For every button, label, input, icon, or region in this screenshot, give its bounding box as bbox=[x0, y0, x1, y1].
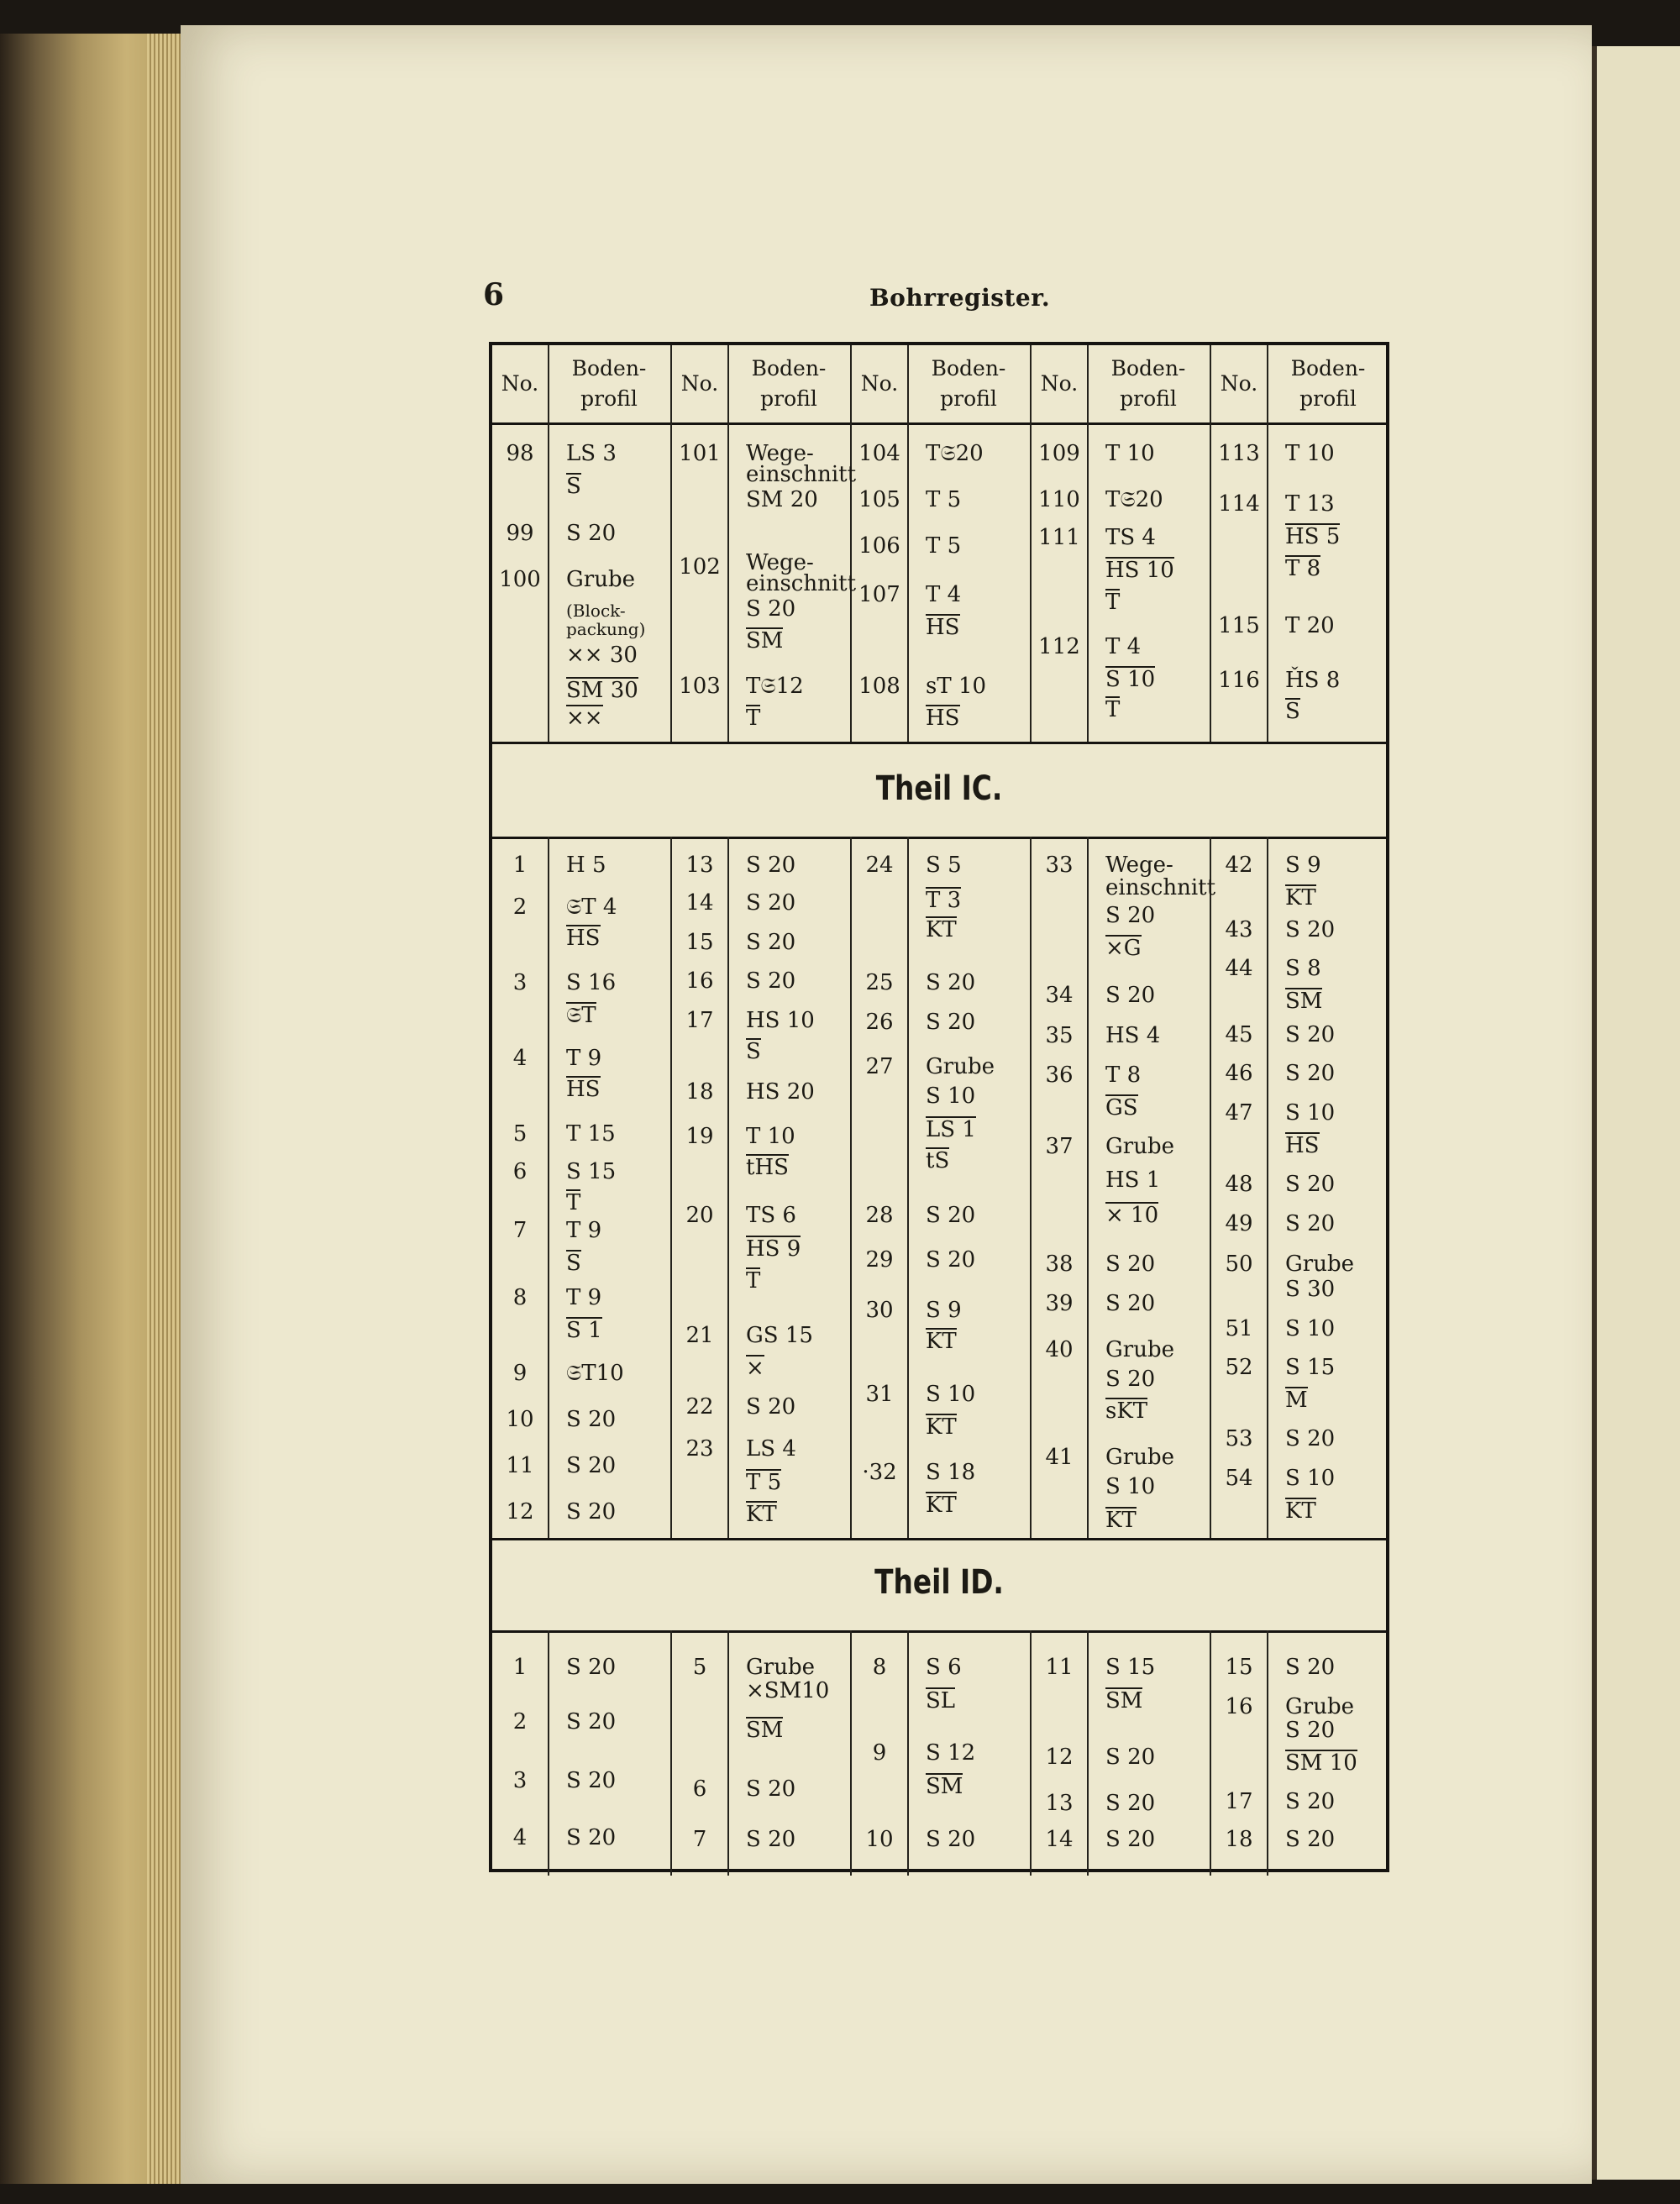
soil-profile: S 20 bbox=[926, 970, 976, 995]
column-rule bbox=[907, 1630, 909, 1876]
soil-profile: KT bbox=[1285, 1498, 1316, 1524]
header-profile-5: Boden- profil bbox=[1290, 356, 1366, 411]
bore-number: 3 bbox=[512, 1768, 528, 1793]
bore-number: 25 bbox=[865, 970, 894, 995]
bore-number: 20 bbox=[685, 1203, 714, 1228]
soil-profile: SM bbox=[746, 1718, 784, 1743]
bore-number: 43 bbox=[1225, 917, 1253, 942]
header-profile-4: Boden- profil bbox=[1110, 356, 1186, 411]
bore-number: 11 bbox=[1045, 1655, 1074, 1680]
soil-profile: S 20 bbox=[1285, 1789, 1336, 1814]
soil-profile: ×SM10 bbox=[746, 1678, 830, 1703]
column-rule bbox=[1087, 345, 1089, 742]
soil-profile: T 8 bbox=[1105, 1063, 1142, 1088]
soil-profile: S 15 bbox=[566, 1159, 617, 1184]
bore-number: 15 bbox=[1225, 1655, 1253, 1680]
soil-profile: HS 5 bbox=[1285, 524, 1341, 549]
bore-number: 114 bbox=[1218, 491, 1260, 517]
header-rule bbox=[492, 422, 1386, 425]
soil-profile: T 9 bbox=[566, 1218, 602, 1243]
soil-profile: HS bbox=[1285, 1133, 1320, 1158]
soil-profile: S 20 bbox=[1285, 1718, 1336, 1743]
soil-profile: S 20 bbox=[1285, 917, 1336, 942]
soil-profile: Wege- bbox=[1105, 853, 1173, 878]
soil-profile: S 20 bbox=[746, 596, 796, 622]
bore-number: 14 bbox=[685, 890, 714, 916]
bore-number: 38 bbox=[1045, 1252, 1074, 1277]
soil-profile: Grube bbox=[1285, 1694, 1354, 1719]
soil-profile: S 20 bbox=[746, 853, 796, 878]
soil-profile: S 6 bbox=[926, 1655, 962, 1680]
soil-profile: S 20 bbox=[1105, 1252, 1156, 1277]
bore-number: 4 bbox=[512, 1825, 528, 1850]
soil-profile: tHS bbox=[746, 1155, 789, 1180]
soil-profile: S 15 bbox=[1105, 1655, 1156, 1680]
bore-number: 112 bbox=[1038, 634, 1080, 659]
soil-profile: T 8 bbox=[1285, 556, 1321, 581]
soil-profile: HS bbox=[566, 1077, 601, 1102]
soil-profile: HS 4 bbox=[1105, 1023, 1161, 1048]
bore-number: 6 bbox=[512, 1159, 528, 1184]
column-rule bbox=[850, 837, 852, 1538]
soil-profile: S 20 bbox=[1285, 1022, 1336, 1047]
bore-number: 50 bbox=[1225, 1252, 1253, 1277]
bore-number: 45 bbox=[1225, 1022, 1253, 1047]
header-profile-3: Boden- profil bbox=[931, 356, 1006, 411]
bore-number: 44 bbox=[1225, 956, 1253, 981]
soil-profile: M bbox=[1285, 1388, 1308, 1413]
soil-profile: S 20 bbox=[1105, 1291, 1156, 1316]
bore-number: 17 bbox=[1225, 1789, 1253, 1814]
soil-profile: S 10 bbox=[926, 1382, 976, 1407]
soil-profile: ×× bbox=[566, 706, 603, 731]
bore-number: 101 bbox=[679, 441, 721, 466]
bore-number: 16 bbox=[685, 968, 714, 994]
soil-profile: S 16 bbox=[566, 970, 617, 995]
section-title-theil-ic: Theil IC. bbox=[875, 769, 1003, 808]
bore-number: 13 bbox=[1045, 1791, 1074, 1816]
soil-profile: T 5 bbox=[926, 487, 962, 512]
soil-profile: KT bbox=[926, 917, 957, 942]
soil-profile: S 20 bbox=[746, 1827, 796, 1852]
bore-number: 115 bbox=[1218, 613, 1260, 638]
bore-number: 108 bbox=[858, 674, 900, 699]
bore-number: 22 bbox=[685, 1394, 714, 1419]
soil-profile: S 20 bbox=[1285, 1172, 1336, 1197]
soil-profile: SM bbox=[1105, 1688, 1143, 1713]
bore-number: 107 bbox=[858, 582, 900, 607]
bore-number: 111 bbox=[1038, 525, 1080, 550]
soil-profile: SM 10 bbox=[1285, 1750, 1357, 1776]
bore-number: 53 bbox=[1225, 1426, 1253, 1451]
soil-profile: S 20 bbox=[566, 1453, 617, 1478]
soil-profile: KT bbox=[926, 1414, 957, 1440]
soil-profile: S bbox=[566, 1251, 581, 1276]
soil-profile: Grube bbox=[746, 1655, 815, 1680]
bore-number: 39 bbox=[1045, 1291, 1074, 1316]
soil-profile: T 13 bbox=[1285, 491, 1335, 517]
section-rule-c-top bbox=[492, 742, 1386, 744]
bore-number: 13 bbox=[685, 853, 714, 878]
bore-number: 10 bbox=[506, 1407, 534, 1432]
soil-profile: T 10 bbox=[1285, 441, 1335, 466]
bore-number: 116 bbox=[1218, 668, 1260, 693]
soil-profile: ȞS 8 bbox=[1285, 668, 1341, 693]
bore-number: 23 bbox=[685, 1436, 714, 1461]
soil-profile: Grube bbox=[1105, 1445, 1174, 1470]
soil-profile: T 5 bbox=[926, 533, 962, 559]
soil-profile: S 9 bbox=[1285, 853, 1321, 878]
soil-profile: S 20 bbox=[566, 1407, 617, 1432]
soil-profile: einschnitt bbox=[746, 462, 857, 487]
bore-number: 1 bbox=[512, 1655, 528, 1680]
bore-number: 21 bbox=[685, 1323, 714, 1348]
bore-number: 102 bbox=[679, 554, 721, 580]
bore-number: 103 bbox=[679, 674, 721, 699]
soil-profile: sKT bbox=[1105, 1398, 1148, 1424]
soil-profile: SL bbox=[926, 1688, 956, 1713]
soil-profile: LS 4 bbox=[746, 1436, 796, 1461]
soil-profile: T 20 bbox=[1285, 613, 1335, 638]
column-rule bbox=[727, 1630, 729, 1876]
soil-profile: S 20 bbox=[1285, 1655, 1336, 1680]
bore-number: 6 bbox=[692, 1776, 707, 1802]
soil-profile: packung) bbox=[566, 619, 646, 639]
soil-profile: S 20 bbox=[566, 1655, 617, 1680]
bore-number: 104 bbox=[858, 441, 900, 466]
soil-profile: S 10 bbox=[1105, 1474, 1156, 1499]
bore-number: 37 bbox=[1045, 1134, 1074, 1159]
bore-number: 11 bbox=[506, 1453, 534, 1478]
bore-number: 113 bbox=[1218, 441, 1260, 466]
soil-profile: S 15 bbox=[1285, 1355, 1336, 1380]
soil-profile: ×× 30 bbox=[566, 643, 638, 668]
soil-profile: S 30 bbox=[1285, 1277, 1336, 1302]
soil-profile: S 20 bbox=[566, 1768, 617, 1793]
soil-profile: S bbox=[1285, 699, 1300, 724]
soil-profile: S 9 bbox=[926, 1298, 962, 1323]
soil-profile: S 20 bbox=[566, 1499, 617, 1524]
column-rule bbox=[1030, 837, 1032, 1538]
bore-number: 54 bbox=[1225, 1466, 1253, 1491]
soil-profile: S 20 bbox=[926, 1827, 976, 1852]
bore-number: 109 bbox=[1038, 441, 1080, 466]
facing-page-edge bbox=[1592, 46, 1680, 2180]
column-rule bbox=[548, 345, 549, 742]
soil-profile: T 10 bbox=[1105, 441, 1155, 466]
bore-number: 8 bbox=[512, 1285, 528, 1310]
soil-profile: S 20 bbox=[746, 890, 796, 916]
soil-profile: Grube bbox=[926, 1054, 995, 1079]
column-rule bbox=[1267, 1630, 1268, 1876]
soil-profile: SM 30 bbox=[566, 678, 638, 703]
soil-profile: S 10 bbox=[1285, 1466, 1336, 1491]
soil-profile: T bbox=[1105, 697, 1121, 722]
bore-number: 27 bbox=[865, 1054, 894, 1079]
soil-profile: KT bbox=[1105, 1508, 1137, 1533]
soil-profile: LS 1 bbox=[926, 1117, 976, 1142]
bore-number: 15 bbox=[685, 930, 714, 955]
soil-profile: HS 10 bbox=[1105, 558, 1174, 583]
column-rule bbox=[907, 837, 909, 1538]
soil-profile: T 10 bbox=[746, 1124, 795, 1149]
soil-profile: T bbox=[746, 706, 761, 731]
soil-profile: S 20 bbox=[566, 1825, 617, 1850]
soil-profile: S 20 bbox=[1105, 1745, 1156, 1770]
soil-profile: ×G bbox=[1105, 936, 1142, 961]
soil-profile: S 20 bbox=[1105, 1367, 1156, 1392]
soil-profile: S 20 bbox=[746, 968, 796, 994]
soil-profile: S 20 bbox=[1105, 903, 1156, 928]
soil-profile: S 20 bbox=[566, 521, 617, 546]
header-no-1: No. bbox=[501, 371, 539, 396]
bore-number: 40 bbox=[1045, 1337, 1074, 1362]
bore-number: 5 bbox=[692, 1655, 707, 1680]
bore-number: 9 bbox=[512, 1361, 528, 1386]
soil-profile: Grube bbox=[1105, 1134, 1174, 1159]
soil-profile: S 8 bbox=[1285, 956, 1321, 981]
soil-profile: S 12 bbox=[926, 1740, 976, 1766]
bore-number: 26 bbox=[865, 1010, 894, 1035]
soil-profile: Grube bbox=[566, 567, 635, 592]
section-rule-d-bottom bbox=[492, 1630, 1386, 1633]
soil-profile: KT bbox=[1285, 885, 1316, 910]
soil-profile: S 20 bbox=[926, 1247, 976, 1273]
bore-number: 31 bbox=[865, 1382, 894, 1407]
bore-number: 28 bbox=[865, 1203, 894, 1228]
bore-number: 18 bbox=[685, 1079, 714, 1105]
soil-profile: S bbox=[566, 474, 581, 499]
soil-profile: T 4 bbox=[926, 582, 962, 607]
bore-number: 7 bbox=[692, 1827, 707, 1852]
bore-number: 36 bbox=[1045, 1063, 1074, 1088]
soil-profile: S 10 bbox=[926, 1084, 976, 1109]
soil-profile: SM bbox=[926, 1774, 963, 1799]
soil-profile: T bbox=[566, 1190, 581, 1215]
soil-profile: S 20 bbox=[1105, 1827, 1156, 1852]
bore-number: 8 bbox=[872, 1655, 887, 1680]
soil-profile: T𝔖20 bbox=[926, 441, 984, 466]
bore-number: 100 bbox=[499, 567, 541, 592]
bore-number: 99 bbox=[506, 521, 534, 546]
column-rule bbox=[907, 345, 909, 742]
bore-number: 106 bbox=[858, 533, 900, 559]
header-profile-1: Boden- profil bbox=[571, 356, 647, 411]
soil-profile: S 20 bbox=[1285, 1426, 1336, 1451]
soil-profile: Wege- bbox=[746, 441, 814, 466]
soil-profile: S 20 bbox=[746, 1394, 796, 1419]
bore-number: 29 bbox=[865, 1247, 894, 1273]
page-number: 6 bbox=[483, 277, 505, 312]
section-rule-c-bottom bbox=[492, 837, 1386, 839]
bore-number: 2 bbox=[512, 895, 528, 920]
soil-profile: S 20 bbox=[566, 1709, 617, 1734]
bore-number: 24 bbox=[865, 853, 894, 878]
soil-profile: H 5 bbox=[566, 853, 606, 878]
soil-profile: HS bbox=[926, 706, 960, 731]
soil-profile: S 20 bbox=[926, 1010, 976, 1035]
book-edge-left bbox=[0, 34, 181, 2184]
header-profile-2: Boden- profil bbox=[751, 356, 827, 411]
soil-profile: einschnitt bbox=[746, 571, 857, 596]
soil-profile: GS 15 bbox=[746, 1323, 813, 1348]
bore-number: 19 bbox=[685, 1124, 714, 1149]
bore-number: 41 bbox=[1045, 1445, 1074, 1470]
header-no-2: No. bbox=[680, 371, 719, 396]
bore-number: 12 bbox=[506, 1499, 534, 1524]
bore-number: 10 bbox=[865, 1827, 894, 1852]
soil-profile: TS 6 bbox=[746, 1203, 796, 1228]
soil-profile: T 9 bbox=[566, 1046, 602, 1071]
bore-number: 2 bbox=[512, 1709, 528, 1734]
soil-profile: × bbox=[746, 1356, 764, 1381]
soil-profile: sT 10 bbox=[926, 674, 987, 699]
bore-number: 34 bbox=[1045, 983, 1074, 1008]
bore-number: 46 bbox=[1225, 1061, 1253, 1086]
column-rule bbox=[727, 837, 729, 1538]
soil-profile: TS 4 bbox=[1105, 525, 1156, 550]
soil-profile: KT bbox=[926, 1493, 957, 1518]
soil-profile: T𝔖12 bbox=[746, 674, 804, 699]
soil-profile: S 5 bbox=[926, 853, 962, 878]
soil-profile: HS 20 bbox=[746, 1079, 815, 1105]
soil-profile: HS 9 bbox=[746, 1236, 801, 1262]
soil-profile: S bbox=[746, 1039, 761, 1064]
column-rule bbox=[1267, 345, 1268, 742]
bore-number: 4 bbox=[512, 1046, 528, 1071]
bore-number: 105 bbox=[858, 487, 900, 512]
bore-number: 3 bbox=[512, 970, 528, 995]
soil-profile: × 10 bbox=[1105, 1203, 1159, 1228]
bore-number: 98 bbox=[506, 441, 534, 466]
soil-profile: HS bbox=[926, 615, 960, 640]
soil-profile: T bbox=[746, 1268, 761, 1294]
bore-number: ·32 bbox=[862, 1460, 897, 1485]
soil-profile: T bbox=[1105, 590, 1121, 615]
column-rule bbox=[1087, 1630, 1089, 1876]
bore-number: 12 bbox=[1045, 1745, 1074, 1770]
column-rule bbox=[548, 1630, 549, 1876]
bore-number: 7 bbox=[512, 1218, 528, 1243]
soil-profile: T𝔖20 bbox=[1105, 487, 1163, 512]
bore-number: 16 bbox=[1225, 1694, 1253, 1719]
soil-profile: T 5 bbox=[746, 1470, 782, 1495]
soil-profile: 𝔖T bbox=[566, 1003, 596, 1028]
soil-profile: HS 1 bbox=[1105, 1168, 1161, 1193]
bore-number: 18 bbox=[1225, 1827, 1253, 1852]
soil-profile: S 20 bbox=[1285, 1211, 1336, 1236]
soil-profile: 𝔖T10 bbox=[566, 1361, 624, 1386]
soil-profile: SM 20 bbox=[746, 487, 818, 512]
bore-number: 9 bbox=[872, 1740, 887, 1766]
bore-number: 33 bbox=[1045, 853, 1074, 878]
soil-profile: S 10 bbox=[1105, 667, 1156, 692]
soil-profile: HS 10 bbox=[746, 1008, 815, 1033]
soil-profile: tS bbox=[926, 1148, 950, 1173]
bore-number: 17 bbox=[685, 1008, 714, 1033]
bore-number: 110 bbox=[1038, 487, 1080, 512]
bore-number: 49 bbox=[1225, 1211, 1253, 1236]
soil-profile: LS 3 bbox=[566, 441, 617, 466]
soil-profile: S 20 bbox=[746, 930, 796, 955]
bore-number: 48 bbox=[1225, 1172, 1253, 1197]
soil-profile: 𝔖T 4 bbox=[566, 895, 617, 920]
bore-number: 51 bbox=[1225, 1316, 1253, 1341]
bore-number: 47 bbox=[1225, 1100, 1253, 1126]
column-rule bbox=[727, 345, 729, 742]
section-rule-d-top bbox=[492, 1538, 1386, 1540]
soil-profile: S 20 bbox=[746, 1776, 796, 1802]
header-no-3: No. bbox=[860, 371, 899, 396]
column-rule bbox=[548, 837, 549, 1538]
soil-profile: Wege- bbox=[746, 550, 814, 575]
soil-profile: HS bbox=[566, 926, 601, 951]
soil-profile: T 9 bbox=[566, 1285, 602, 1310]
bore-number: 5 bbox=[512, 1121, 528, 1147]
soil-profile: S 1 bbox=[566, 1318, 602, 1343]
soil-profile: S 10 bbox=[1285, 1100, 1336, 1126]
soil-profile: KT bbox=[926, 1329, 957, 1354]
soil-profile: S 20 bbox=[926, 1203, 976, 1228]
column-rule bbox=[1267, 837, 1268, 1538]
bore-number: 14 bbox=[1045, 1827, 1074, 1852]
soil-profile: S 20 bbox=[1105, 1791, 1156, 1816]
soil-profile: S 20 bbox=[1105, 983, 1156, 1008]
column-rule bbox=[1087, 837, 1089, 1538]
running-title: Bohrregister. bbox=[869, 284, 1051, 312]
header-no-4: No. bbox=[1040, 371, 1079, 396]
soil-profile: T 4 bbox=[1105, 634, 1142, 659]
soil-profile: GS bbox=[1105, 1095, 1138, 1120]
soil-profile: S 20 bbox=[1285, 1061, 1336, 1086]
bore-number: 35 bbox=[1045, 1023, 1074, 1048]
bore-register-table bbox=[489, 342, 1389, 1872]
soil-profile: Grube bbox=[1285, 1252, 1354, 1277]
soil-profile: Grube bbox=[1105, 1337, 1174, 1362]
soil-profile: T 3 bbox=[926, 888, 962, 913]
soil-profile: KT bbox=[746, 1502, 777, 1527]
soil-profile: SM bbox=[1285, 989, 1323, 1014]
soil-profile: SM bbox=[746, 628, 784, 653]
bore-number: 1 bbox=[512, 853, 528, 878]
soil-profile: S 18 bbox=[926, 1460, 976, 1485]
bore-number: 42 bbox=[1225, 853, 1253, 878]
soil-profile: einschnitt bbox=[1105, 875, 1216, 900]
soil-profile: T 15 bbox=[566, 1121, 616, 1147]
bore-number: 52 bbox=[1225, 1355, 1253, 1380]
soil-profile: S 10 bbox=[1285, 1316, 1336, 1341]
header-no-5: No. bbox=[1220, 371, 1258, 396]
soil-profile: (Block- bbox=[566, 601, 626, 621]
section-title-theil-id: Theil ID. bbox=[874, 1563, 1004, 1602]
bore-number: 30 bbox=[865, 1298, 894, 1323]
soil-profile: S 20 bbox=[1285, 1827, 1336, 1852]
